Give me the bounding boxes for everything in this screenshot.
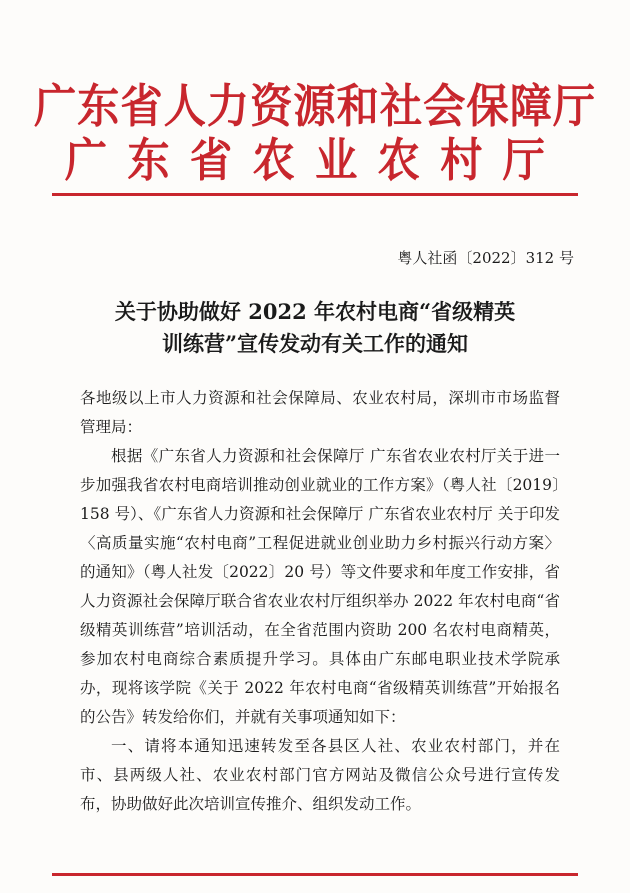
document-title bbox=[60, 296, 570, 360]
document-number: 粤人社函〔2022〕312 号 bbox=[397, 249, 574, 267]
issuing-org-hrss: 广东省人力资源和社会保障厅 bbox=[33, 79, 597, 133]
letterhead bbox=[0, 80, 630, 186]
salutation: 各地级以上市人力资源和社会保障局、农业农村局，深圳市市场监督管理局： bbox=[80, 389, 560, 436]
footer-divider bbox=[52, 873, 578, 876]
title-line-2: 训练营”宣传发动有关工作的通知 bbox=[161, 331, 469, 356]
document-body bbox=[80, 384, 560, 819]
body-paragraph-1: 根据《广东省人力资源和社会保障厅 广东省农业农村厅关于进一步加强我省农村电商培训推动创业就业的工作方案》（粤人社〔2019〕158 号）、《广东省人力资源和社会保障厅 广东省农业农村厅 关于印发〈高质量实施“农村电商”工程促进就业创业助力乡村振兴行动方案〉的通知》（粤人社发〔2022〕20 号）等文件要求和年度工作安排，省人力资源社会保障厅联合省农业农村厅组织举办 2022 年农村电商“省级精英训练营”培训活动，在全省范围内资助 200 名农村电商精英，参加农村电商综合素质提升学习。具体由广东邮电职业技术学院承办，现将该学院《关于 2022 年农村电商“省级精英训练营”开始报名的公告》转发给你们，并就有关事项通知如下： bbox=[80, 447, 560, 726]
body-paragraph-2: 一、请将本通知迅速转发至各县区人社、农业农村部门，并在市、县两级人社、农业农村部门官方网站及微信公众号进行宣传发布，协助做好此次培训宣传推介、组织发动工作。 bbox=[80, 737, 560, 813]
letterhead-divider bbox=[52, 193, 578, 196]
issuing-org-agriculture: 广东省农业农村厅 bbox=[64, 133, 566, 187]
title-line-1: 关于协助做好 2022 年农村电商“省级精英 bbox=[114, 299, 516, 324]
